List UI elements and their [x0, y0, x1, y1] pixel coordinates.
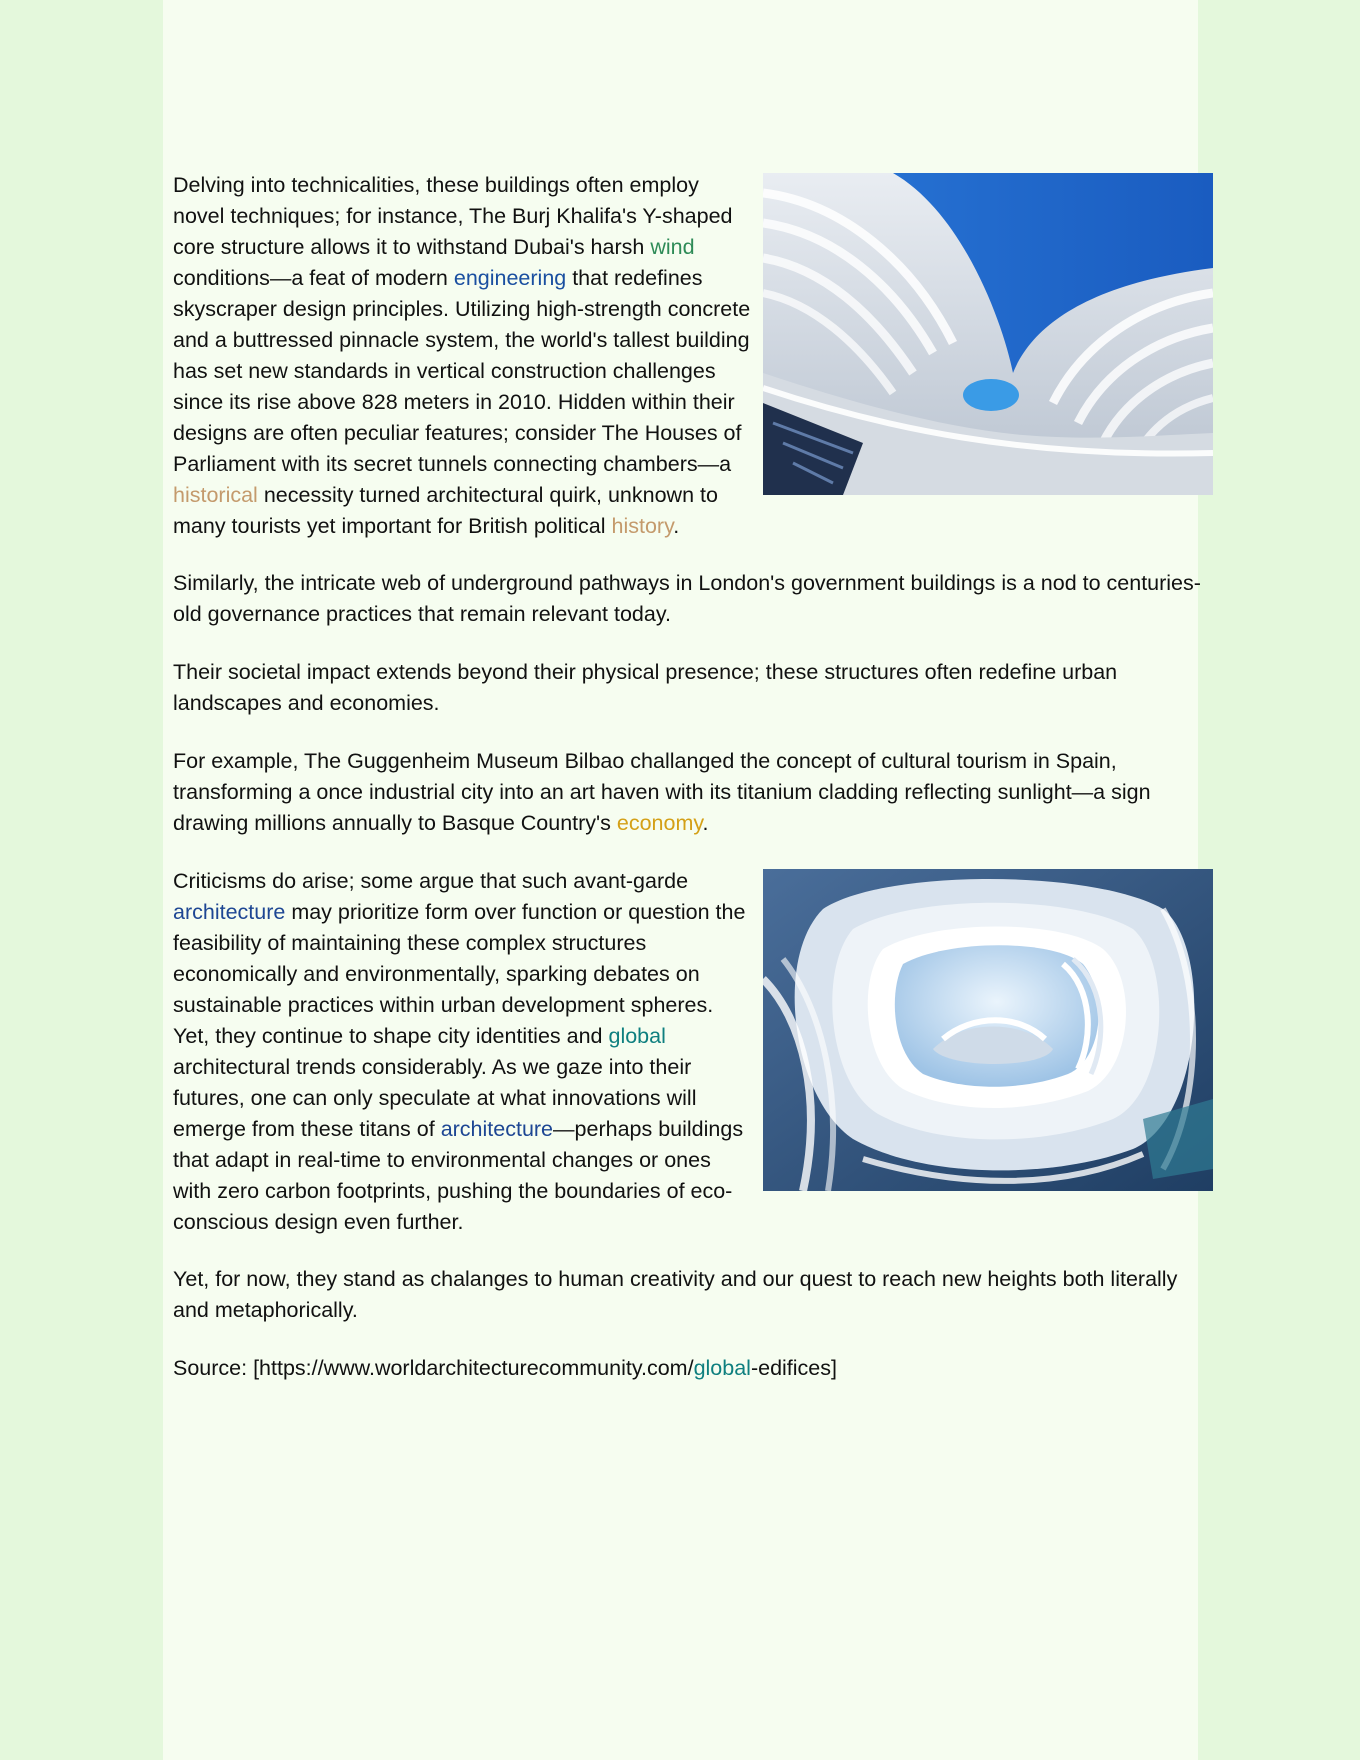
article-body: [173, 170, 1213, 1411]
paragraph-conclusion: Yet, for now, they stand as chalanges to human creativity and our quest to reach new heights both literally and metaphorically.: [173, 1267, 1178, 1322]
section-criticisms: [173, 866, 1213, 1238]
keyword-global: global: [608, 1024, 666, 1048]
paragraph-societal-impact: Their societal impact extends beyond their physical presence; these structures often redefine urban landscapes and economies.: [173, 660, 1118, 715]
text: For example, The Guggenheim Museum Bilbao challanged the concept of cultural tourism in Spain, transforming a once industrial city into an art haven with its titanium cladding reflecting sunlight—a sign drawing millions annually to Basque Country's: [173, 749, 1151, 835]
paragraph-criticisms: [173, 866, 755, 1238]
text: architectural trends considerably. As we gaze into their futures, one can only speculate at what innovations will emerge from these titans of: [173, 1055, 697, 1141]
text: necessity turned architectural quirk, unknown to many tourists yet important for British political: [173, 483, 718, 538]
text: that redefines skyscraper design principles. Utilizing high-strength concrete and a buttressed pinnacle system, the world's tallest building has set new standards in vertical construction challenges since its rise above 828 meters in 2010. Hidden within their designs are often peculiar features; consider The Houses of Parliament with its secret tunnels connecting chambers—a: [173, 266, 751, 476]
atrium-building-image: [763, 869, 1213, 1191]
page: [163, 0, 1201, 1760]
keyword-economy: economy: [616, 811, 703, 835]
keyword-architecture: architecture: [173, 900, 286, 924]
text: Source: [https://www.worldarchitecturecommunity.com/: [173, 1356, 694, 1380]
text: Delving into technicalities, these buildings often employ novel techniques; for instance, The Burj Khalifa's Y-shaped core structure allows it to withstand Dubai's harsh: [173, 173, 733, 259]
text: conditions—a feat of modern: [173, 266, 454, 290]
keyword-historical: historical: [173, 483, 258, 507]
text: may prioritize form over function or question the feasibility of maintaining these complex structures economically and environmentally, sparking debates on sustainable practices within urban development spheres. Yet, they continue to shape city identities and: [173, 900, 746, 1048]
paragraph-underground-pathways: Similarly, the intricate web of underground pathways in London's government buildings is a nod to centuries-old governance practices that remain relevant today.: [173, 571, 1201, 626]
text: .: [673, 514, 680, 538]
keyword-architecture: architecture: [440, 1117, 554, 1141]
paragraph-technicalities: [173, 170, 755, 542]
keyword-engineering: engineering: [453, 266, 567, 290]
text: .: [702, 811, 709, 835]
keyword-history: history: [611, 514, 674, 538]
keyword-global: global: [693, 1356, 751, 1380]
source-line: [173, 1353, 1213, 1384]
paragraph-guggenheim: [173, 746, 1213, 839]
curved-building-image: [763, 173, 1213, 495]
text: —perhaps buildings that adapt in real-time to environmental changes or ones with zero carbon footprints, pushing the boundaries of eco-conscious design even further.: [173, 1117, 744, 1234]
text: Criticisms do arise; some argue that such avant-garde: [173, 869, 689, 893]
text: -edifices]: [750, 1356, 837, 1380]
keyword-wind: wind: [650, 235, 695, 259]
section-technicalities: [173, 170, 1213, 542]
